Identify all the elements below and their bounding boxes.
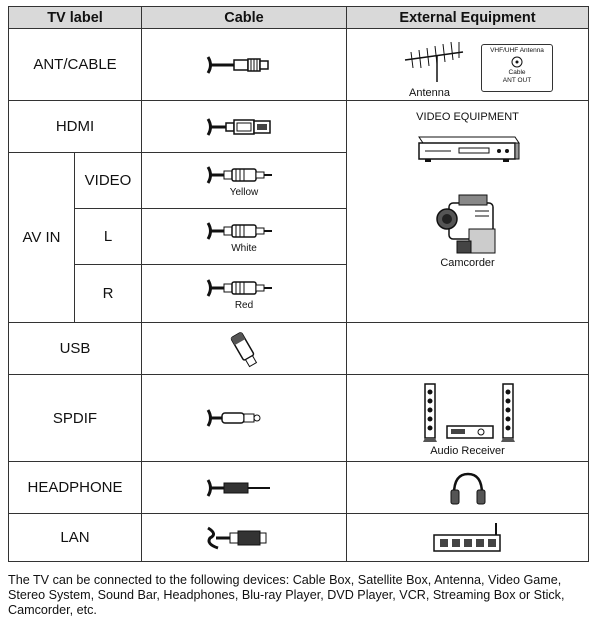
cable-coax xyxy=(142,29,347,101)
antenna-wall-plate xyxy=(481,44,553,92)
optical-cable-icon xyxy=(204,406,284,430)
antenna-icon xyxy=(401,40,467,84)
cable-headphone xyxy=(142,462,347,514)
connection-table xyxy=(8,6,589,562)
ext-usb-empty xyxy=(347,323,589,375)
header-external-equipment: External Equipment xyxy=(347,7,589,29)
video-equipment-label: VIDEO EQUIPMENT xyxy=(416,111,519,123)
label-spdif: SPDIF xyxy=(9,375,142,462)
wall-plate-ant-out: ANT OUT xyxy=(502,76,532,84)
caption-red: Red xyxy=(234,299,254,311)
headphone-jack-cable-icon xyxy=(204,477,284,499)
usb-stick-icon xyxy=(224,329,264,369)
audio-receiver-icon xyxy=(419,380,519,444)
coax-jack-icon xyxy=(511,56,523,68)
label-ant-cable: ANT/CABLE xyxy=(9,29,142,101)
camcorder-icon xyxy=(435,189,501,261)
router-icon xyxy=(430,521,506,555)
rca-cable-icon xyxy=(204,220,284,242)
header-cable: Cable xyxy=(142,7,347,29)
antenna-label: Antenna xyxy=(409,86,450,99)
cable-usb xyxy=(142,323,347,375)
caption-yellow: Yellow xyxy=(229,186,259,198)
wall-plate-cable: Cable xyxy=(508,68,526,76)
rca-cable-icon xyxy=(204,164,284,186)
caption-white: White xyxy=(231,242,257,254)
camcorder-label: Camcorder xyxy=(440,257,495,269)
cable-optical xyxy=(142,375,347,462)
label-hdmi: HDMI xyxy=(9,101,142,153)
cable-audio-white xyxy=(142,209,347,265)
cable-video-yellow xyxy=(142,153,347,209)
video-player-icon xyxy=(415,127,523,167)
label-video: VIDEO xyxy=(75,153,142,209)
headphones-icon xyxy=(448,468,488,508)
ext-video-equipment xyxy=(347,101,589,323)
hdmi-cable-icon xyxy=(204,115,284,139)
cable-audio-red xyxy=(142,265,347,323)
ext-router xyxy=(347,514,589,562)
cable-hdmi xyxy=(142,101,347,153)
audio-receiver-label: Audio Receiver xyxy=(430,444,505,457)
header-tv-label: TV label xyxy=(9,7,142,29)
label-usb: USB xyxy=(9,323,142,375)
label-headphone: HEADPHONE xyxy=(9,462,142,514)
coax-cable-icon xyxy=(204,53,284,77)
footnote: The TV can be connected to the following devices: Cable Box, Satellite Box, Antenna, Video Game, Stereo System, Sound Bar, Headphones, Blu-ray Player, DVD Player, VCR, Streaming Box or Stick, Camcorder, etc. xyxy=(8,573,565,617)
ext-headphone xyxy=(347,462,589,514)
label-r: R xyxy=(75,265,142,323)
rca-cable-icon xyxy=(204,277,284,299)
label-lan: LAN xyxy=(9,514,142,562)
ext-audio-receiver xyxy=(347,375,589,462)
cable-lan xyxy=(142,514,347,562)
wall-plate-title: VHF/UHF Antenna xyxy=(490,46,544,54)
label-l: L xyxy=(75,209,142,265)
ext-antenna xyxy=(347,29,589,101)
label-av-in: AV IN xyxy=(9,153,75,323)
lan-cable-icon xyxy=(204,524,284,552)
